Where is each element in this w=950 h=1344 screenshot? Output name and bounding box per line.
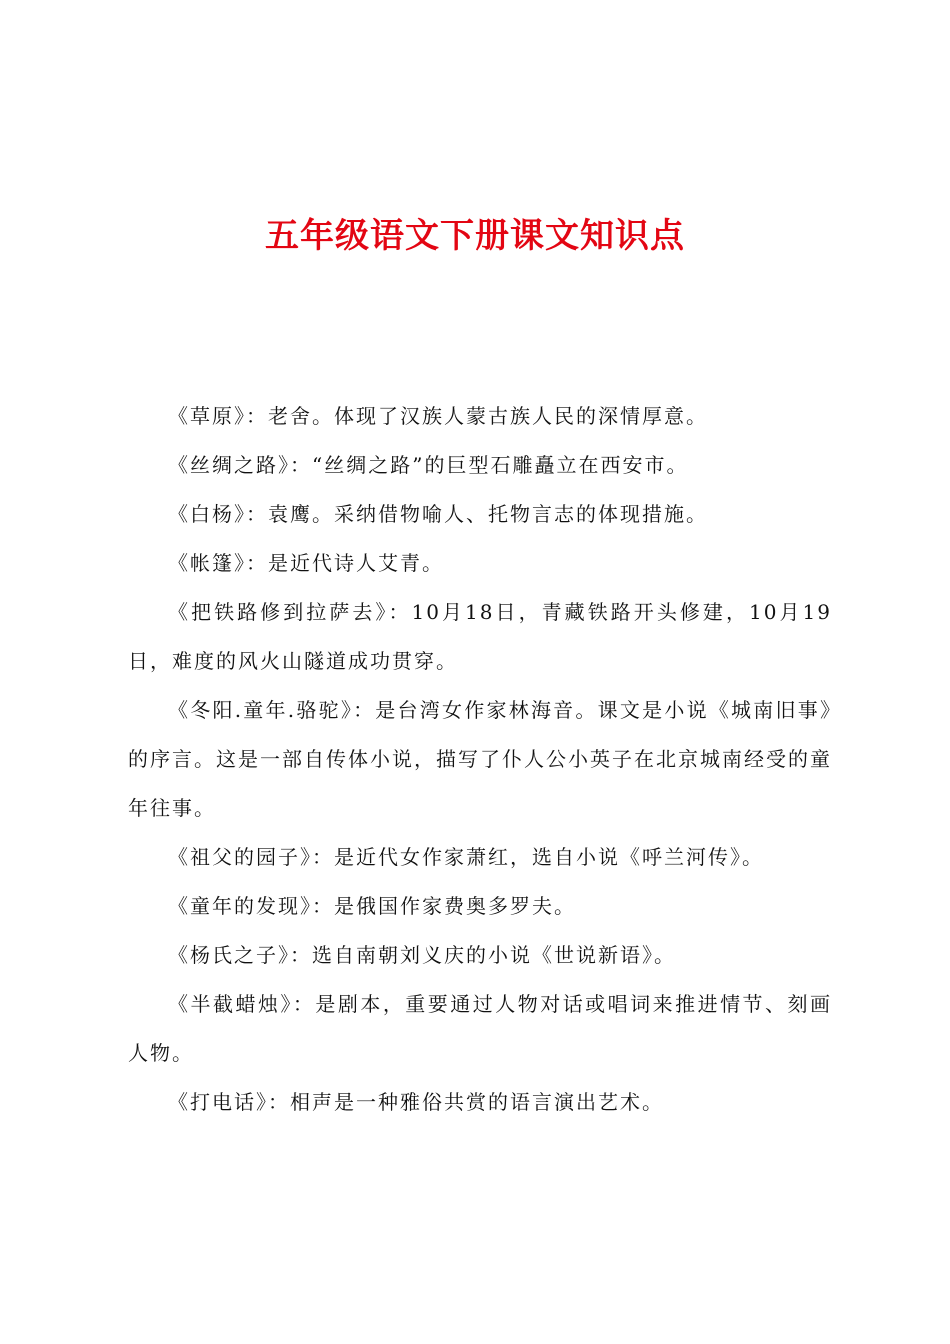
paragraph: 《打电话》：相声是一种雅俗共赏的语言演出艺术。 [168, 1090, 664, 1114]
paragraph: 《草原》：老舍。体现了汉族人蒙古族人民的深情厚意。 [168, 404, 708, 428]
paragraph: 《把铁路修到拉萨去》：10月18日，青藏铁路开头修建，10月19日，难度的风火山隧道成功贯穿。 [128, 600, 832, 673]
paragraph: 《冬阳.童年.骆驼》：是台湾女作家林海音。课文是小说《城南旧事》的序言。这是一部自传体小说，描写了仆人公小英子在北京城南经受的童年往事。 [128, 698, 832, 820]
document-title: 五年级语文下册课文知识点 [265, 216, 685, 256]
document-body [128, 392, 832, 1127]
paragraph: 《童年的发现》：是俄国作家费奥多罗夫。 [168, 894, 576, 918]
paragraph: 《白杨》：袁鹰。采纳借物喻人、托物言志的体现措施。 [168, 502, 708, 526]
paragraph: 《杨氏之子》：选自南朝刘义庆的小说《世说新语》。 [168, 943, 676, 967]
paragraph: 《帐篷》：是近代诗人艾青。 [168, 551, 444, 575]
paragraph: 《半截蜡烛》：是剧本，重要通过人物对话或唱词来推进情节、刻画人物。 [128, 992, 832, 1065]
paragraph: 《祖父的园子》：是近代女作家萧红，选自小说《呼兰河传》。 [168, 845, 764, 869]
paragraph: 《丝绸之路》：“丝绸之路”的巨型石雕矗立在西安市。 [168, 453, 689, 477]
